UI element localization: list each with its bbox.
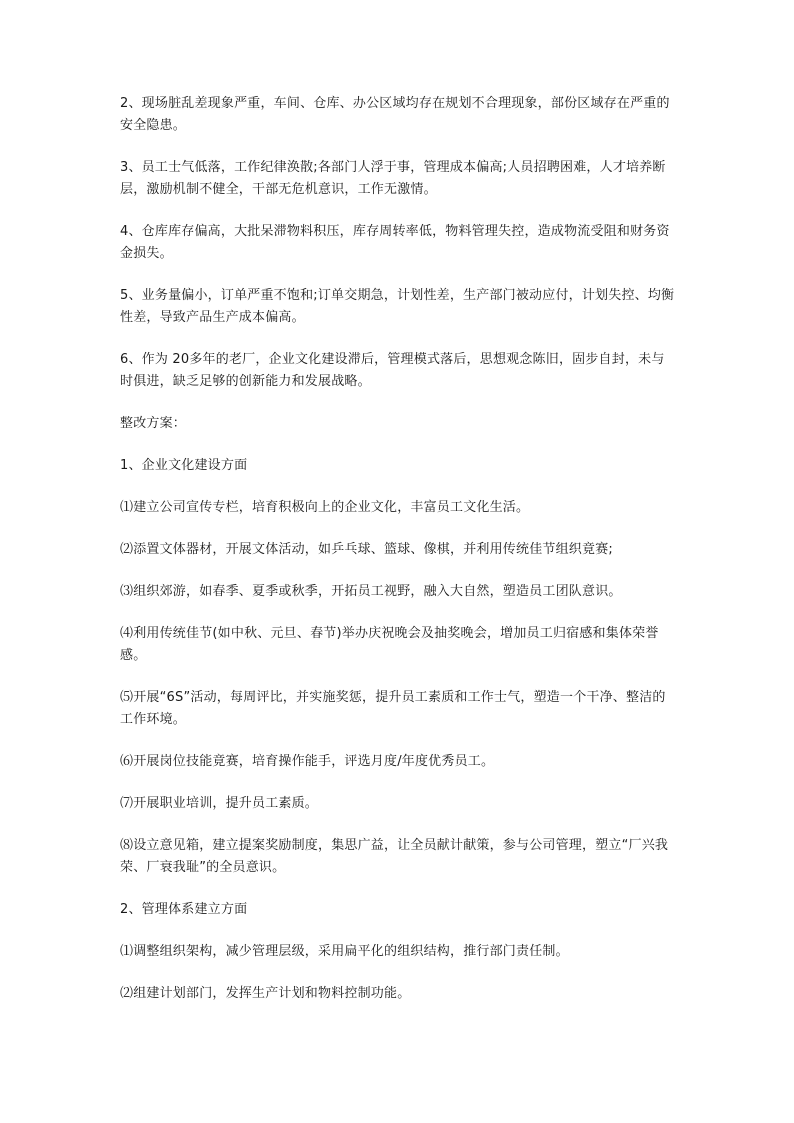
subsection-heading-corporate-culture: 1、企业文化建设方面 [120,458,248,473]
problem-item-5: 5、业务量偏小，订单严重不饱和;订单交期急，计划性差，生产部门被动应付，计划失控、均衡性差，导致产品生产成本偏高。 [120,288,675,325]
problem-item-4: 4、仓库库存偏高，大批呆滞物料积压，库存周转率低，物料管理失控，造成物流受阻和财务资金损失。 [120,224,670,261]
management-item-1: ⑴调整组织架构，减少管理层级，采用扁平化的组织结构，推行部门责任制。 [120,944,569,959]
problem-item-2: 2、现场脏乱差现象严重，车间、仓库、办公区域均存在规划不合理现象，部份区域存在严重的安全隐患。 [120,96,670,133]
culture-item-5: ⑸开展“6S”活动，每周评比，并实施奖惩，提升员工素质和工作士气，塑造一个干净、整洁的工作环境。 [120,690,666,727]
culture-item-4: ⑷利用传统佳节(如中秋、元旦、春节)举办庆祝晚会及抽奖晚会，增加员工归宿感和集体荣誉感。 [120,626,659,663]
culture-item-7: ⑺开展职业培训，提升员工素质。 [120,796,319,811]
subsection-heading-management-system: 2、管理体系建立方面 [120,902,248,917]
problem-item-3: 3、员工士气低落，工作纪律涣散;各部门人浮于事，管理成本偏高;人员招聘困难，人才培养断层，激励机制不健全，干部无危机意识，工作无激情。 [120,160,666,197]
section-heading-rectification-plan: 整改方案： [120,416,187,431]
culture-item-1: ⑴建立公司宣传专栏，培育积极向上的企业文化，丰富员工文化生活。 [120,500,530,515]
culture-item-2: ⑵添置文体器材，开展文体活动，如乒乓球、篮球、像棋，并利用传统佳节组织竟赛; [120,542,613,557]
document-body [120,93,676,1025]
problem-item-6: 6、作为 20多年的老厂，企业文化建设滞后，管理模式落后，思想观念陈旧，固步自封，未与时俱进，缺乏足够的创新能力和发展战略。 [120,352,665,389]
culture-item-3: ⑶组织郊游，如春季、夏季或秋季，开拓员工视野，融入大自然，塑造员工团队意识。 [120,584,622,599]
management-item-2: ⑵组建计划部门，发挥生产计划和物料控制功能。 [120,986,411,1001]
culture-item-6: ⑹开展岗位技能竟赛，培育操作能手，评选月度/年度优秀员工。 [120,754,495,769]
culture-item-8: ⑻设立意见箱，建立提案奖励制度，集思广益，让全员献计献策，参与公司管理，塑立“厂兴我荣、厂衰我耻”的全员意识。 [120,838,669,875]
